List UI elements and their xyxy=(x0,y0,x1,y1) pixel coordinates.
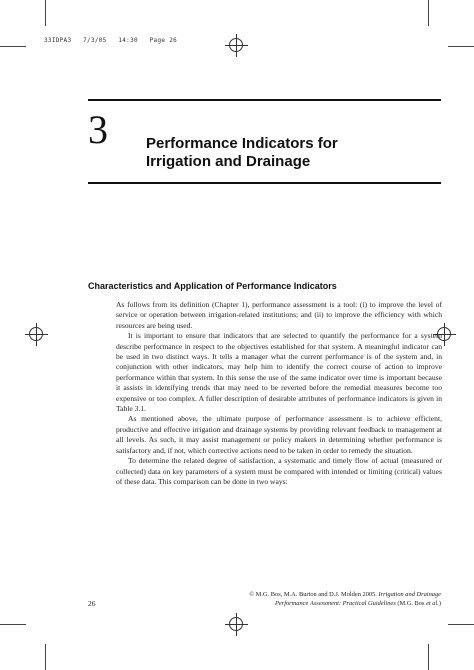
footer-copyright-text: © M.G. Bos, M.A. Burton and D.J. Molden 2005. xyxy=(249,591,379,598)
page-number: 26 xyxy=(88,599,96,608)
footer-book-subtitle: Performance Assessment: Practical Guidelines xyxy=(274,599,396,607)
crop-mark-top-right-h xyxy=(448,46,474,47)
chapter-bottom-rule xyxy=(88,182,441,184)
footer-line-1 xyxy=(121,591,441,600)
print-slug: 33IDPA3 7/3/05 14:30 Page 26 xyxy=(44,37,178,44)
registration-mark-top xyxy=(229,38,243,52)
crop-mark-top-left-h xyxy=(0,46,26,47)
crop-mark-bottom-left-v xyxy=(45,644,46,670)
footer-et-al: et al. xyxy=(426,599,439,607)
paragraph: As mentioned above, the ultimate purpose of performance assessment is to achieve efficient, productive and effective irrigation and drainage systems by providing relevant feedback to management at all levels. As such, it may assist management or policy makers in determining whether performance is satisfactory and, if not, which corrective actions need to be taken in order to remedy the situation. xyxy=(116,414,442,455)
chapter-title-line-2: Irrigation and Drainage xyxy=(146,153,311,170)
crop-mark-top-left-v xyxy=(45,0,46,26)
registration-mark-bottom xyxy=(229,617,243,631)
crop-mark-bottom-right-h xyxy=(448,624,474,625)
body-text xyxy=(116,300,442,487)
chapter-title-line-1: Performance Indicators for xyxy=(146,135,338,152)
paragraph: To determine the related degree of satisfaction, a systematic and timely flow of actual (measured or collected) data on key parameters of a system must be compared with intended or limiting (critical) values of these data. This comparison can be done in two ways: xyxy=(116,456,442,486)
chapter-title xyxy=(146,135,338,171)
chapter-number: 3 xyxy=(88,107,108,152)
registration-mark-left xyxy=(29,327,43,341)
footer-author-open: (M.G. Bos xyxy=(395,599,427,607)
chapter-top-rule xyxy=(88,99,441,101)
crop-mark-bottom-left-h xyxy=(0,624,26,625)
paragraph: It is important to ensure that indicators that are selected to quantify the performance for a system describe performance in respect to the objectives established for that system. A meaningful indicator can be used in two distinct ways. It tells a manager what the current performance is of the system and, in conjunction with other indicators, may help him to identify the correct course of action to improve performance within that system. In this sense the use of the same indicator over time is important because it assists in identifying trends that may need to be reverted before the remedial measures become too expensive or too complex. A fuller description of desirable attributes of performance indicators is given in Table 3.1. xyxy=(116,331,442,414)
copyright-footer xyxy=(121,591,441,608)
footer-book-title: Irrigation and Drainage xyxy=(378,591,441,598)
crop-mark-bottom-right-v xyxy=(428,644,429,670)
footer-line-2 xyxy=(121,600,441,609)
footer-author-close: ) xyxy=(438,599,441,607)
section-heading: Characteristics and Application of Performance Indicators xyxy=(88,281,337,291)
paragraph: As follows from its definition (Chapter 1), performance assessment is a tool: (i) to improve the level of service or operation between irrigation-related institutions; and (ii) to improve the efficiency with which resources are being used. xyxy=(116,300,442,330)
crop-mark-top-right-v xyxy=(428,0,429,26)
